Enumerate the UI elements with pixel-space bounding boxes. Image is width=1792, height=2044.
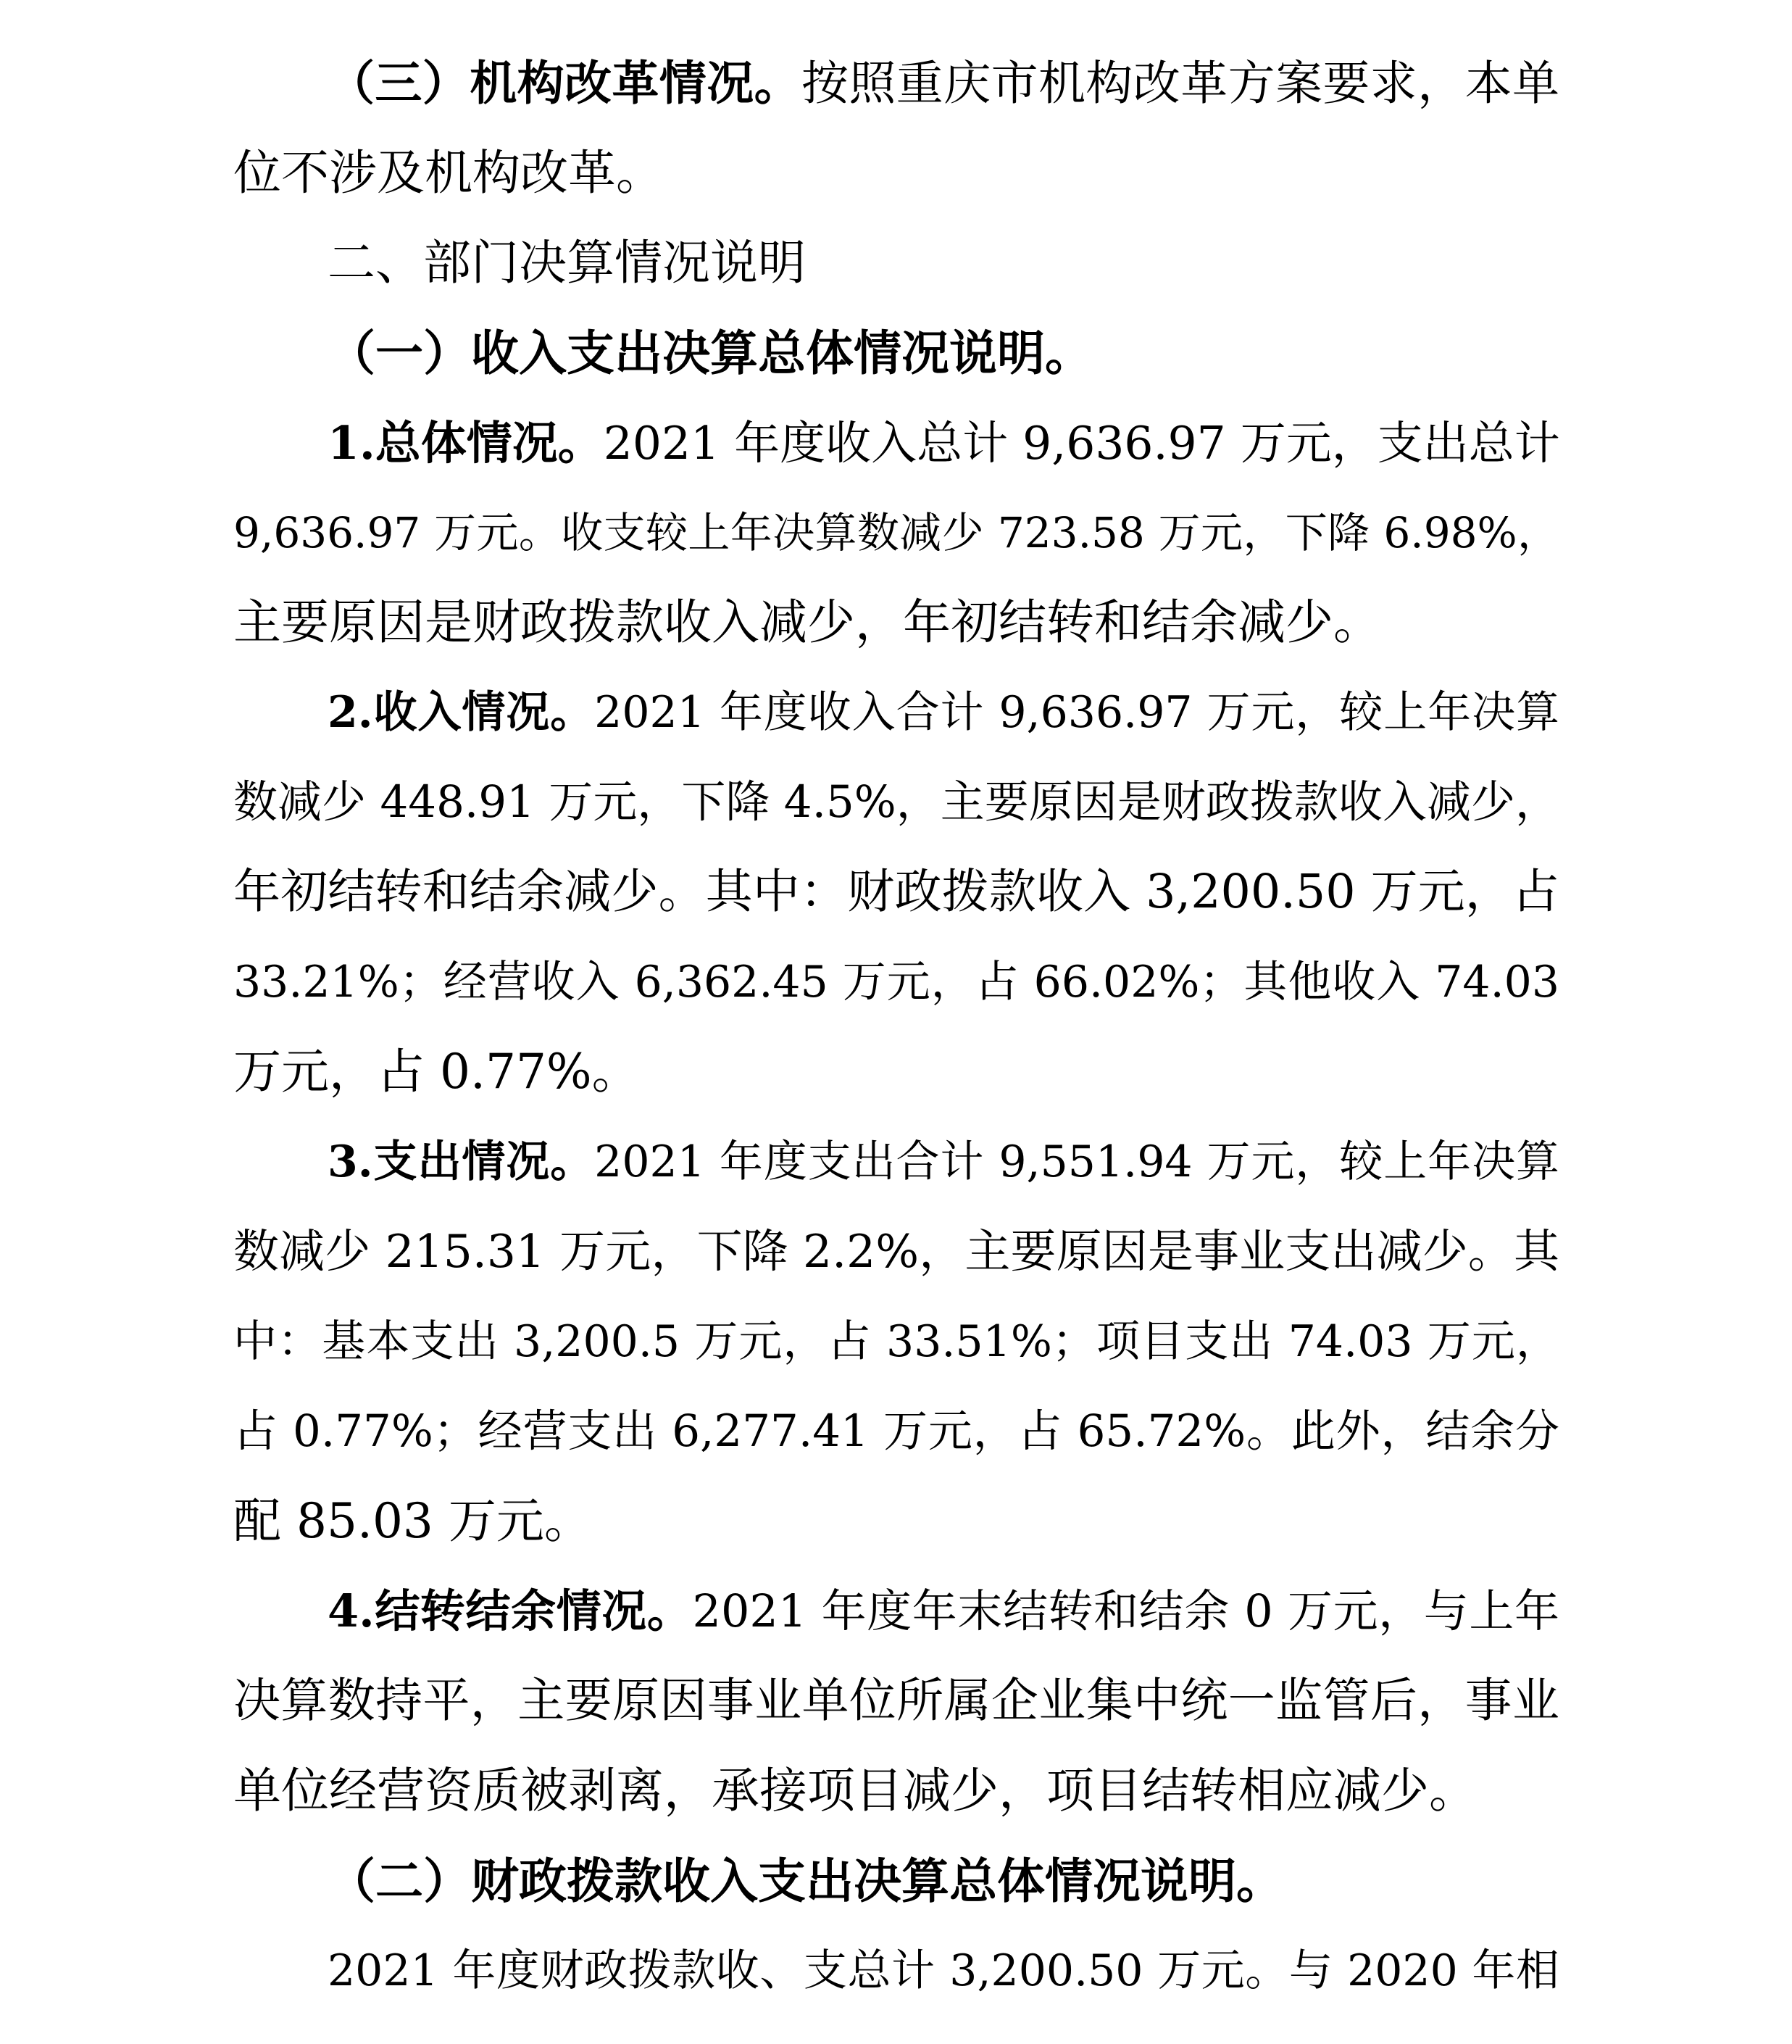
body-text: 年初结转和结余减少。其中：财政拨款收入 3,200.50 万元，占: [233, 865, 1559, 919]
heading-text: 1.总体情况。: [328, 416, 604, 470]
subsection-heading: [328, 308, 1559, 398]
paragraph-line: [233, 1746, 1559, 1836]
heading-text: （三）机构改革情况。: [328, 56, 801, 111]
body-text: 2021 年度支出合计 9,551.94 万元，较上年决算: [594, 1137, 1559, 1187]
body-text: 按照重庆市机构改革方案要求，本单: [801, 57, 1559, 111]
body-text: 中：基本支出 3,200.5 万元，占 33.51%；项目支出 74.03 万元，: [233, 1316, 1559, 1367]
paragraph-line: [233, 1297, 1559, 1387]
heading-text: 2.收入情况。: [328, 687, 595, 738]
body-text: 万元，占 0.77%。: [233, 1044, 640, 1100]
paragraph-line: [328, 1566, 1559, 1656]
subsection-heading: [328, 1836, 1559, 1926]
paragraph-line: [233, 937, 1559, 1027]
paragraph-line: [233, 488, 1559, 578]
paragraph-line: [233, 1027, 1559, 1117]
paragraph-line: [328, 1926, 1559, 2016]
section-heading: [328, 218, 1559, 308]
heading-text: 3.支出情况。: [328, 1137, 595, 1187]
paragraph-line: [233, 128, 1559, 218]
body-text: 2021 年度收入合计 9,636.97 万元，较上年决算: [594, 687, 1559, 738]
paragraph-line: [233, 1387, 1559, 1476]
body-text: 主要原因是财政拨款收入减少，年初结转和结余减少。: [233, 594, 1381, 650]
paragraph-line: [233, 578, 1559, 668]
body-text: 单位经营资质被剥离，承接项目减少，项目结转相应减少。: [233, 1763, 1477, 1819]
paragraph-line: [328, 398, 1559, 488]
body-text: 占 0.77%；经营支出 6,277.41 万元，占 65.72%。此外，结余分: [233, 1405, 1559, 1457]
body-text: 2021 年度收入总计 9,636.97 万元，支出总计: [603, 417, 1560, 470]
body-text: 2021 年度年末结转和结余 0 万元，与上年: [692, 1584, 1559, 1637]
body-text: 9,636.97 万元。收支较上年决算数减少 723.58 万元，下降 6.98%，: [233, 508, 1559, 557]
paragraph-line: [233, 1656, 1559, 1746]
body-text: 决算数持平，主要原因事业单位所属企业集中统一监管后，事业: [233, 1674, 1559, 1728]
heading-text: 4.结转结余情况。: [328, 1584, 693, 1637]
subsection-heading-text: （二）财政拨款收入支出决算总体情况说明。: [328, 1853, 1284, 1909]
body-text: 数减少 215.31 万元，下降 2.2%，主要原因是事业支出减少。其: [233, 1225, 1559, 1278]
section-heading-text: 二、部门决算情况说明: [328, 235, 806, 291]
paragraph-line: [328, 38, 1559, 128]
paragraph-line: [233, 847, 1559, 937]
paragraph-line: [233, 1207, 1559, 1297]
paragraph-line: [328, 1117, 1559, 1207]
paragraph-line: [233, 757, 1559, 847]
body-text: 配 85.03 万元。: [233, 1493, 592, 1549]
body-text: 数减少 448.91 万元，下降 4.5%，主要原因是财政拨款收入减少，: [233, 776, 1559, 828]
paragraph-line: [328, 668, 1559, 757]
body-text: 2021 年度财政拨款收、支总计 3,200.50 万元。与 2020 年相: [328, 1945, 1559, 1996]
body-text: 位不涉及机构改革。: [233, 145, 664, 201]
subsection-heading-text: （一）收入支出决算总体情况说明。: [328, 325, 1093, 381]
body-text: 33.21%；经营收入 6,362.45 万元，占 66.02%；其他收入 74.03: [233, 957, 1559, 1008]
paragraph-line: [233, 1476, 1559, 1566]
